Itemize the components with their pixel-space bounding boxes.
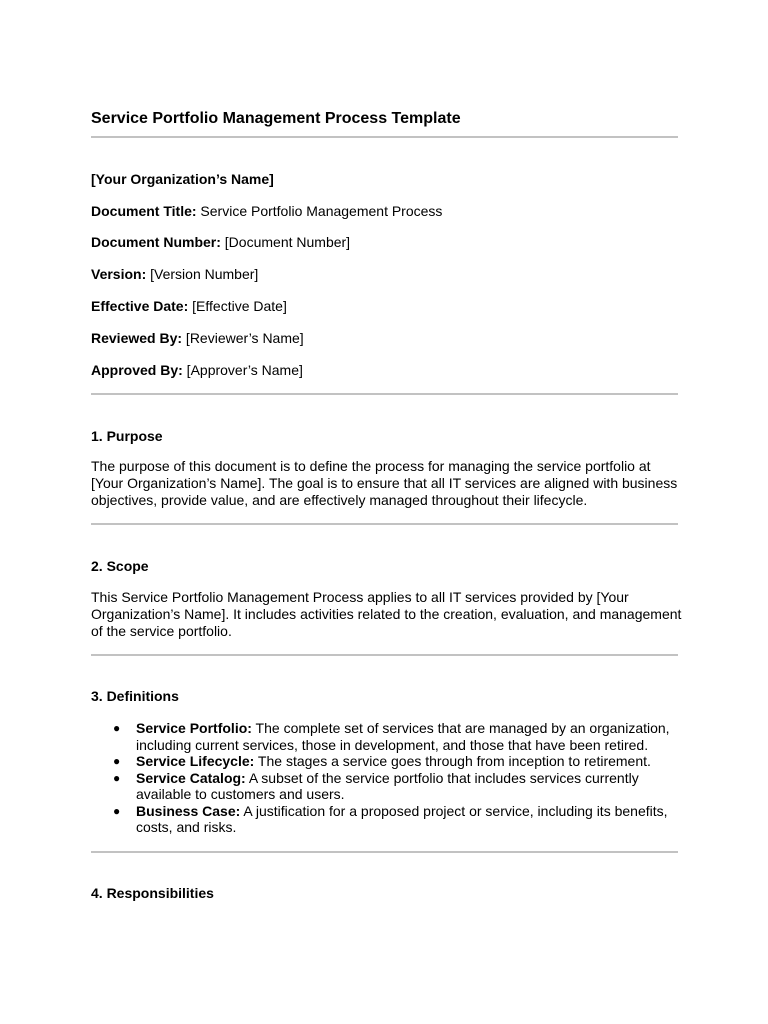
definition-continuation: costs, and risks.	[136, 819, 237, 835]
bullet-icon: ●	[113, 803, 121, 818]
divider	[91, 523, 678, 525]
bullet-icon: ●	[113, 770, 121, 785]
definition-text: A justification for a proposed project or service, including its benefits,	[240, 802, 668, 819]
meta-value: [Approver’s Name]	[182, 362, 303, 378]
definition-item-service-portfolio	[91, 720, 678, 753]
definition-text: The complete set of services that are managed by an organization,	[251, 720, 670, 736]
definition-line	[136, 753, 678, 770]
meta-reviewed-by	[91, 330, 304, 346]
meta-document-number	[91, 234, 350, 250]
meta-label: Reviewed By:	[91, 330, 183, 346]
meta-document-title	[91, 203, 442, 219]
meta-value: Service Portfolio Management Process	[196, 203, 443, 219]
section-heading-scope: 2. Scope	[91, 558, 149, 574]
paragraph-line: This Service Portfolio Management Process applies to all IT services provided by [Your	[91, 589, 629, 605]
definition-item-business-case	[91, 803, 678, 836]
paragraph-line: of the service portfolio.	[91, 623, 232, 639]
section-heading-purpose: 1. Purpose	[91, 428, 163, 444]
bullet-icon: ●	[113, 754, 121, 768]
document-heading: Service Portfolio Management Process Template	[91, 110, 461, 127]
definition-continuation: including current services, those in development, and those that have been retired.	[136, 736, 649, 753]
definitions-list	[91, 720, 678, 836]
scope-paragraph	[91, 589, 682, 640]
meta-label: Document Number:	[91, 234, 221, 250]
meta-value: [Effective Date]	[188, 298, 287, 314]
meta-label: Version:	[91, 266, 147, 282]
divider	[91, 136, 678, 138]
meta-label: Approved By:	[91, 362, 183, 378]
section-heading-definitions: 3. Definitions	[91, 688, 179, 704]
definition-line	[136, 803, 678, 820]
bullet-icon: ●	[113, 721, 121, 735]
meta-version	[91, 266, 258, 282]
definition-term: Service Portfolio:	[136, 720, 252, 736]
paragraph-line: [Your Organization’s Name]. The goal is to ensure that all IT services are aligned with business	[91, 475, 678, 491]
paragraph-line: The purpose of this document is to define the process for managing the service portfolio at	[91, 458, 651, 474]
section-heading-responsibilities: 4. Responsibilities	[91, 885, 214, 901]
meta-value: [Document Number]	[220, 234, 351, 250]
paragraph-line: Organization’s Name]. It includes activities related to the creation, evaluation, and management	[91, 606, 682, 622]
organization-name: [Your Organization’s Name]	[91, 171, 274, 187]
meta-effective-date	[91, 298, 287, 314]
divider	[91, 654, 678, 656]
purpose-paragraph	[91, 458, 678, 509]
meta-value: [Reviewer’s Name]	[182, 330, 304, 346]
definition-term: Business Case:	[136, 802, 241, 819]
definition-item-service-catalog	[91, 770, 678, 803]
definition-text: A subset of the service portfolio that includes services currently	[245, 769, 639, 786]
definition-term: Service Catalog:	[136, 769, 246, 786]
meta-label: Effective Date:	[91, 298, 189, 314]
paragraph-line: objectives, provide value, and are effectively managed throughout their lifecycle.	[91, 492, 588, 508]
definition-line	[136, 770, 678, 787]
definition-term: Service Lifecycle:	[136, 753, 255, 769]
definition-text: The stages a service goes through from inception to retirement.	[254, 753, 651, 769]
definition-continuation: available to customers and users.	[136, 786, 345, 802]
meta-label: Document Title:	[91, 203, 197, 219]
definition-item-service-lifecycle	[91, 753, 678, 770]
definition-line	[136, 720, 678, 737]
divider	[91, 851, 678, 853]
meta-value: [Version Number]	[146, 266, 259, 282]
meta-approved-by	[91, 362, 303, 378]
divider	[91, 393, 678, 395]
